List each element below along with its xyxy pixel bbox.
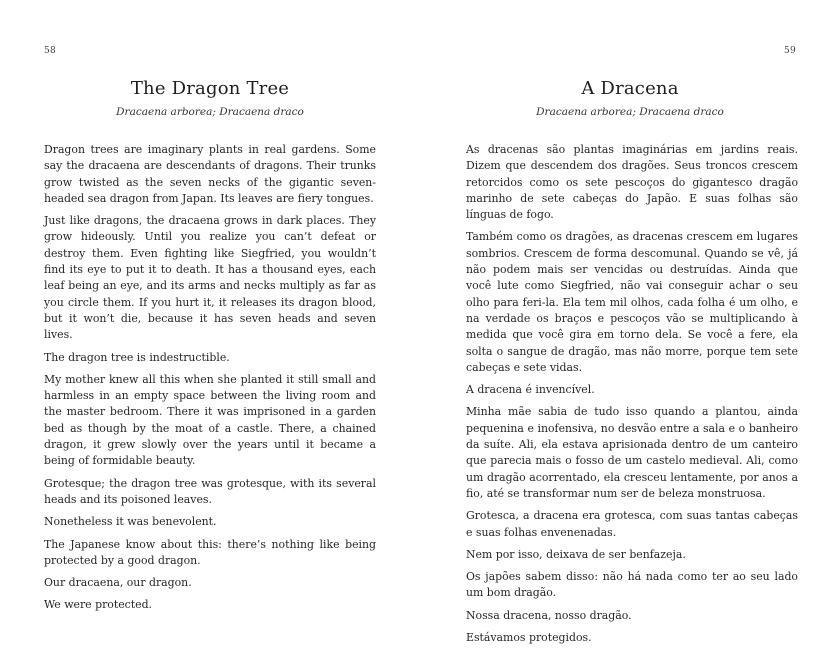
right-page [420, 0, 840, 645]
paragraph: The dragon tree is indestructible. [44, 350, 230, 364]
paragraph: Nossa dracena, nosso dragão. [466, 608, 632, 622]
left-page [0, 0, 420, 629]
paragraph: The Japanese know about this: there’s nothing like being protected by a good dragon. [44, 537, 376, 567]
page-number: 59 [783, 46, 796, 56]
paragraph: Our dracaena, our dragon. [44, 576, 192, 590]
paragraph: Grotesque; the dragon tree was grotesque, with its several heads and its poisoned leaves. [44, 476, 376, 506]
chapter-title: A Dracena [581, 78, 679, 99]
body-text [466, 142, 798, 652]
chapter-subtitle: Dracaena arborea; Dracaena draco [536, 106, 724, 118]
paragraph: My mother knew all this when she planted it still small and harmless in an empty space between the living room and the master bedroom. There it was imprisoned in a garden bed as though by the moat of a castle. There, a chained dragon, it grew slowly over the years until it became a being of formidable beauty. [44, 372, 376, 468]
page-number: 58 [44, 46, 57, 56]
paragraph: Os japões sabem disso: não há nada como ter ao seu lado um bom dragão. [466, 570, 798, 600]
paragraph: Também como os dragões, as dracenas crescem em lugares sombrios. Crescem de forma descomunal. Quando se vê, já não podem mais ser vencidas ou destruídas. Ainda que você lute como Siegfried, não vai conseguir achar o seu olho para feri-la. Ela tem mil olhos, cada folha é um olho, e na verdade os braços e pescoços vão se multiplicando à medida que você gira em torno dela. Se você a fere, ela solta o sangue de dragão, mas não morre, porque tem sete cabeças e sete vidas. [466, 230, 798, 374]
paragraph: Nem por isso, deixava de ser benfazeja. [466, 547, 686, 561]
chapter-subtitle: Dracaena arborea; Dracaena draco [116, 106, 304, 118]
paragraph: Nonetheless it was benevolent. [44, 515, 217, 529]
paragraph: Dragon trees are imaginary plants in real gardens. Some say the dracaena are descendants of dragons. Their trunks grow twisted as the seven necks of the gigantic seven-headed sea dragon from Japan. Its leaves are fiery tongues. [44, 143, 376, 205]
paragraph: A dracena é invencível. [466, 383, 595, 397]
paragraph: We were protected. [44, 598, 153, 612]
body-text [44, 142, 376, 620]
paragraph: Just like dragons, the dracaena grows in dark places. They grow hideously. Until you realize you can’t defeat or destroy them. Even fighting like Siegfried, you wouldn’t find its eye to put it to death. It has a thousand eyes, each leaf being an eye, and its arms and necks multiply as far as you circle them. If you hurt it, it releases its dragon blood, but it won’t die, because it has seven heads and seven lives. [44, 214, 376, 342]
chapter-title: The Dragon Tree [130, 78, 290, 99]
paragraph: Grotesca, a dracena era grotesca, com suas tantas cabeças e suas folhas envenenadas. [466, 509, 798, 539]
paragraph: As dracenas são plantas imaginárias em jardins reais. Dizem que descendem dos dragões. Seus troncos crescem retorcidos como os sete pescoços do gigantesco dragão marinho de sete cabeças do Japão. E suas folhas são línguas de fogo. [466, 143, 798, 222]
paragraph: Minha mãe sabia de tudo isso quando a plantou, ainda pequenina e inofensiva, no desvão entre a sala e o banheiro da suíte. Ali, ela estava aprisionada dentro de um canteiro que parecia mais o fosso de um castelo medieval. Ali, como um dragão acorrentado, ela cresceu lentamente, por anos a fio, até se transformar num ser de beleza monstruosa. [466, 405, 798, 500]
paragraph: Estávamos protegidos. [466, 631, 592, 645]
